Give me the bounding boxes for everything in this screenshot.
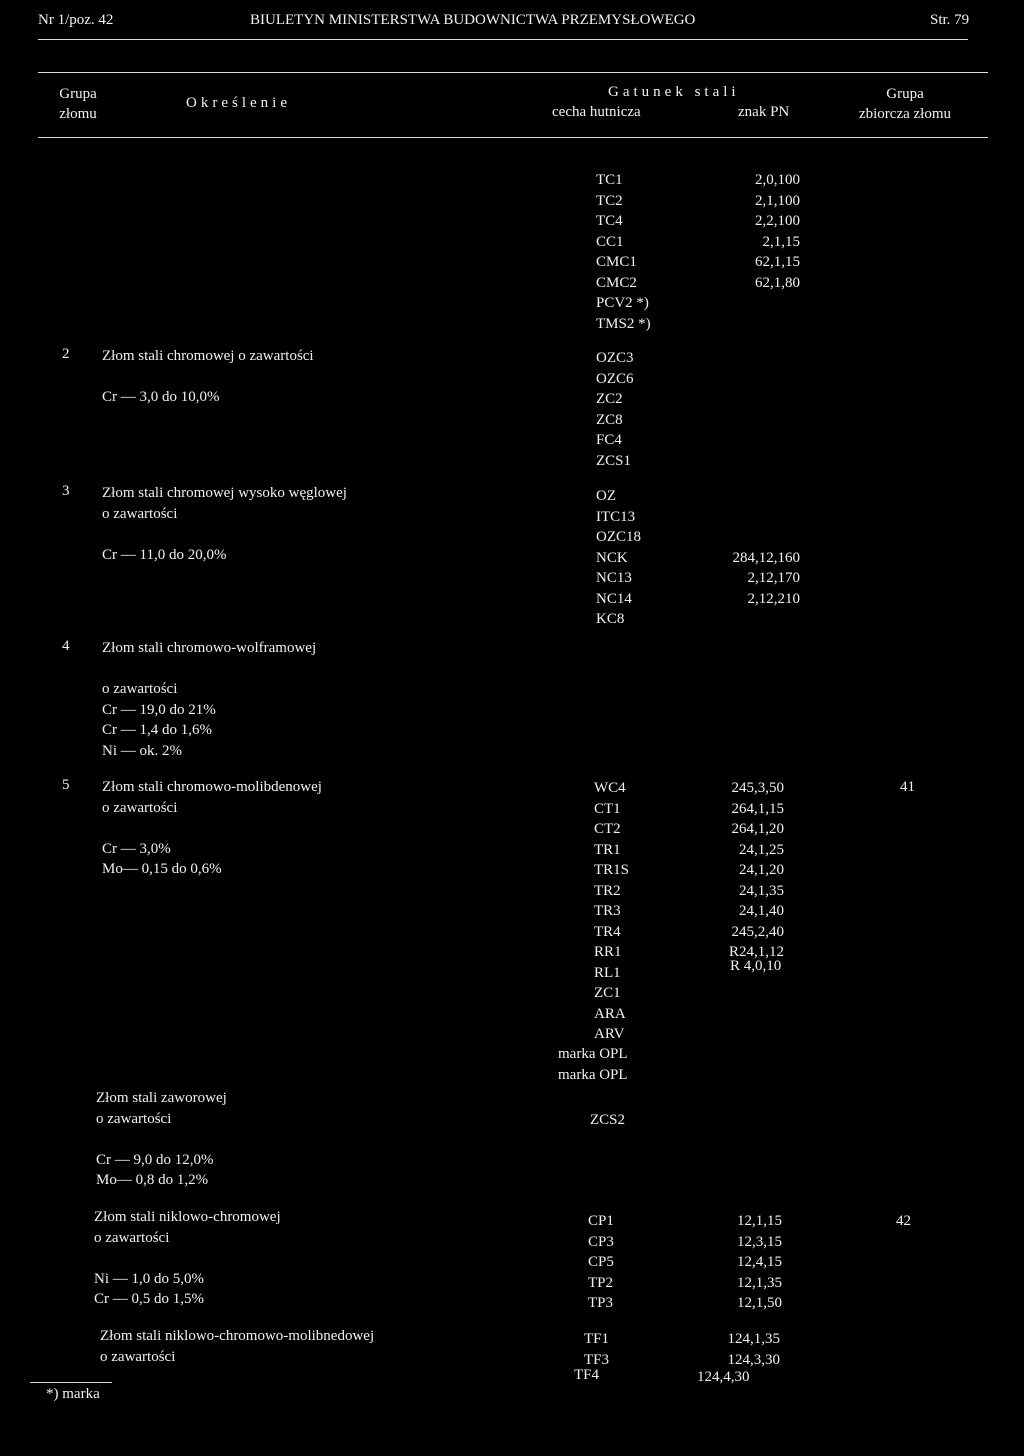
section-5-grades-marka: marka OPL marka OPL [558,1046,628,1083]
nickel-chromium-group: 42 [896,1213,911,1229]
section-3-number: 3 [62,483,70,499]
section-5-pn: 245,3,50 264,1,15 264,1,20 24,1,25 24,1,20 24,1,35 24,1,40 245,2,40 R24,1,12 [728,780,784,960]
valve-steel-grade: ZCS2 [590,1112,626,1128]
nickel-chromium-molybdenum-grade-last: TF4 [574,1367,600,1383]
col-pn-header: znak PN [738,104,790,120]
section-5-pn-last: R 4,0,10 [730,958,782,974]
section-5-group: 41 [900,779,915,795]
section-5-description: Złom stali chromowo-molibdenowej o zawartości Cr — 3,0% Mo— 0,15 do 0,6% [102,779,322,877]
nickel-chromium-molybdenum-pn: 124,1,35 124,3,30 [727,1331,780,1368]
valve-steel-description: Złom stali zaworowej o zawartości Cr — 9,0 do 12,0% Mo— 0,8 do 1,2% [96,1090,227,1188]
col-hut-header: cecha hutnicza [552,104,641,120]
section-5-grades: WC4 CT1 CT2 TR1 TR1S TR2 TR3 TR4 RR1 RL1 ZC1 ARA ARV [594,780,630,1042]
section-4-description: Złom stali chromowo-wolframowej o zawartości Cr — 19,0 do 21% Cr — 1,4 do 1,6% Ni — ok. 2% [102,640,317,759]
footnote-rule [30,1382,112,1383]
section-3-pn: 284,12,160 2,12,170 2,12,210 [732,549,800,607]
nickel-chromium-molybdenum-pn-last: 124,4,30 [697,1369,750,1385]
footnote: *) marka [46,1386,100,1402]
col-group-header: Grupa złomu [59,86,97,122]
col-grade-header: Gatunek stali [608,84,740,100]
section-2-grades: OZC3 OZC6 ZC2 ZC8 FC4 ZCS1 [596,350,634,469]
nickel-chromium-molybdenum-grades: TF1 TF3 [584,1331,610,1368]
nickel-chromium-description: Złom stali niklowo-chromowej o zawartości Ni — 1,0 do 5,0% Cr — 0,5 do 1,5% [94,1209,281,1307]
section-4-number: 4 [62,638,70,654]
header-rule [38,39,968,40]
section-1-pn: 2,0,100 2,1,100 2,2,100 2,1,15 62,1,15 62,1,80 [755,172,800,291]
col-desc-header: Określenie [186,95,291,111]
section-5-number: 5 [62,777,70,793]
table-top-rule [38,72,988,73]
header-page: Str. 79 [930,12,970,28]
header-title: BIULETYN MINISTERSTWA BUDOWNICTWA PRZEMYSŁOWEGO [250,12,696,28]
table-header-rule [38,137,988,138]
nickel-chromium-grades: CP1 CP3 CP5 TP2 TP3 [588,1213,614,1311]
section-2-description: Złom stali chromowej o zawartości Cr — 3,0 do 10,0% [102,348,314,405]
section-3-description: Złom stali chromowej wysoko węglowej o zawartości Cr — 11,0 do 20,0% [102,485,347,563]
section-3-grades: OZ ITC13 OZC18 NCK NC13 NC14 KC8 [596,488,641,627]
nickel-chromium-pn: 12,1,15 12,3,15 12,4,15 12,1,35 12,1,50 [737,1213,782,1311]
header-left: Nr 1/poz. 42 [38,12,114,28]
col-zbiorcza-header: Grupa zbiorcza złomu [858,86,952,122]
section-2-number: 2 [62,346,70,362]
nickel-chromium-molybdenum-description: Złom stali niklowo-chromowo-molibnedowej o zawartości [100,1328,375,1365]
section-1-grades: TC1 TC2 TC4 CC1 CMC1 CMC2 PCV2 *) TMS2 *) [596,172,651,332]
